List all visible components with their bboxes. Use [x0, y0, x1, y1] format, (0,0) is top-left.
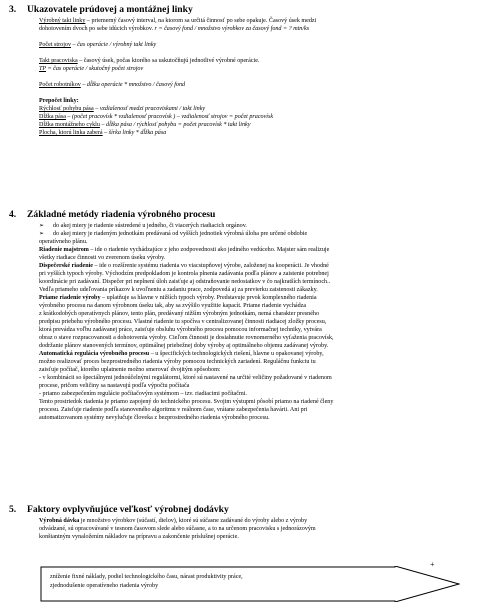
section-3-heading [9, 4, 193, 15]
automaticka-regulacia-line-7: Tento prostriedok riadenia je priamo zapojený do technického procesu. Svojim výstupmi pôsobí priamo na riadené členy [39, 399, 334, 405]
priame-riadenie-line-5: ktorá prevádza voľbu zadávanej práce, zaisťuje obsluhu výrobného procesu pomocou informačnej techniky, vytvára [39, 327, 322, 333]
section-number: 5. [9, 504, 17, 515]
dispecerske-line-3: koordinácie pri zadávaní. Dispečer pri neplnení úloh zaisťuje aj odstraňovanie nedostatkov v čo najkratších termínoch.. [39, 279, 331, 285]
automaticka-regulacia-line-2: možno realizovať proces bezprostredného riadenia výroby pomocou technických zariadení. Reguláčnu funkciu tu [39, 359, 316, 365]
tp-text: = čas operácie / skutočný počet strojov [46, 66, 144, 72]
rychlost-text: – vzdialenosť medzi pracoviskami / takt linky [93, 106, 206, 112]
bullet-item [39, 222, 247, 230]
takt-pracoviska-text: – časový úsek, počas ktorého sa uskutočňujú jednotlivé výrobné operácie. [77, 58, 260, 64]
pocet-strojov-text: – čas operácie / výrobný takt linky [71, 42, 157, 48]
takt-pracoviska-label: Takt pracoviska [39, 58, 78, 64]
bullet-item [39, 230, 307, 238]
section-5-heading [9, 504, 229, 515]
prepocet-heading: Prepočet linky: [39, 98, 79, 104]
takt-line [39, 17, 316, 25]
vyrobna-davka-line [39, 517, 307, 525]
takt-pracoviska-line [39, 57, 259, 65]
automaticka-regulacia-line [39, 350, 324, 358]
dispecerske-line-4: Vedľa priameho udeľovania príkazov k uvoľneniu a zadaniu prace, zodpovedá aj za previerku zaistenosti zákazky. [39, 287, 318, 293]
dlzka-mont-text: – dĺžka pása / rýchlosť pohybu = počet pracovísk * takt linky [99, 122, 251, 128]
arrow-bullet-icon: ➢ [39, 223, 45, 229]
pocet-strojov-label: Počet strojov [39, 42, 71, 48]
tp-label: TP [39, 66, 47, 72]
priame-riadenie-line-7: dodržanie plánov stanovených termínov, optimálnej priebežnej doby výroby aj optimálneho objemu zadávanej výroby. [39, 343, 329, 349]
takt-text: – priemerný časový interval, na ktorom sa určitá činnosť po sebe opakuje. Časový úsek medzi [85, 18, 317, 24]
section-title: Základné metódy riadenia výrobného procesu [27, 209, 216, 220]
pocet-robotnikov-line [39, 81, 185, 89]
plus-sign: + [430, 560, 435, 569]
section-number: 4. [9, 209, 17, 220]
arrow-bullet-icon: ➢ [39, 231, 45, 237]
vyrobna-davka-line-3: konštantným vynaložením nákladov na prípravu a zakončenie príslušnej operácie. [39, 534, 239, 540]
priame-riadenie-text: – uplatňuje sa hlavne v nižších typoch výroby. Predstavuje prvok komplexného riadenia [100, 295, 317, 301]
automaticka-regulacia-label: Automatická regulácia výrobného procesu [39, 351, 150, 357]
riadenie-majstrom-text: – ide o riadenie vychádzajúce z jeho zodpovednosti ako jediného vedúceho. Majster sám realizuje [88, 247, 330, 253]
rychlost-line [39, 105, 205, 113]
dispecerske-label: Dispečerské riadenie [39, 263, 93, 269]
priame-riadenie-line-3: z krátkodobých operatívnych plánov, tento plán, predávaný nižším výrobným jednotkám, nemá charakter presného [39, 311, 319, 317]
section-title: Ukazovatele prúdovej a montážnej linky [27, 4, 193, 15]
dispecerske-line [39, 262, 329, 270]
priame-riadenie-line-2: výrobného procesu na danom výrobnom úseku tak, aby sa zvýšilo využitie kapacít. Priame riadenie vychádza [39, 303, 307, 309]
arrow-shape-text-2: zjednodušenie operatívneho riadenia výroby [50, 583, 159, 589]
pocet-robotnikov-text: – dĺžka operácie * množstvo / časový fond [80, 82, 186, 88]
plocha-label: Plocha, ktorú linka zaberá [39, 130, 103, 136]
pocet-robotnikov-label: Počet robotníkov [39, 82, 81, 88]
section-4-heading [9, 209, 215, 220]
riadenie-majstrom-line-2: všetky riadiace činnosti vo zverenom úseku výroby. [39, 255, 166, 261]
priame-riadenie-line [39, 294, 317, 302]
bullet-text: do akej miery je riadeným jednotkám predávaná od vyšších jednotiek výrobná úloha pre určené obdobie [53, 231, 308, 237]
tp-line [39, 65, 143, 73]
riadenie-majstrom-label: Riadenie majstrom [39, 247, 89, 253]
automaticka-regulacia-line-6: - priamo zabezpečením regulácie počítačovým systémom – tzv. riadiacimi počítačmi. [39, 391, 247, 397]
automaticka-regulacia-line-9: automatizovanom systémy nevylučuje človeka z bezprostredného riadenia výrobného procesu. [39, 415, 270, 421]
rychlost-label: Rýchlosť pohybu pása [39, 106, 94, 112]
section-number: 3. [9, 4, 17, 15]
plocha-text: – šírka linky * dĺžka pása [102, 130, 167, 136]
automaticka-regulacia-text: – u špecifických technologických riešení, hlavne u opakovanej výroby, [149, 351, 324, 357]
section-title: Faktory ovplyvňujúce veľkosť výrobnej dodávky [27, 504, 229, 515]
vyrobna-davka-label: Výrobná dávka [39, 518, 80, 524]
dispecerske-line-2: pri vyšších typoch výroby. Východzím predpokladom je kontrola plnenia zadávania podľa plánov a zaistenie potrebnej [39, 271, 329, 277]
takt-line-2 [39, 25, 309, 33]
riadenie-majstrom-line [39, 246, 329, 254]
automaticka-regulacia-line-3: zaisťuje počítač, ktorého uplatnenie možno smerovať dvojitým spôsobom: [39, 367, 221, 373]
bullet-continuation: operatívneho plánu. [39, 239, 88, 245]
dlzka-mont-line [39, 121, 250, 129]
plocha-line [39, 129, 166, 137]
priame-riadenie-line-6: obraz o stave rozpracovanosti a dohotovenia výroby. Cieľom činnosti je dosiahnutie rovnomerného vyťaženia pracovísk, [39, 335, 334, 341]
dlzka-pasa-text: – (počet pracovísk * vzdialenosť pracovísk ) – vzdialenosť strojov = počet pracovísk [65, 114, 274, 120]
takt-formula: r = časový fond / množstvo výrobkov za časový fond = ? min/ks [154, 26, 310, 32]
automaticka-regulacia-line-4: - v kombinácii so špeciálnymi jednoúčelnými regulátormi, ktoré sú nastavené na určité veličiny požadované v riadenom [39, 375, 332, 381]
priame-riadenie-line-4: predpisu priebehu výrobného procesu. Vlastné riadenie tu spočíva v centralizovanej činnosti riadiacej zložky procesu, [39, 319, 327, 325]
vyrobna-davka-text: je množstvo výrobkov (súčastí, dielov), ktoré sú súčasne zadávané do výroby alebo z výroby [79, 518, 308, 524]
pocet-strojov-line [39, 41, 156, 49]
takt-line2-text: dohotovením dvoch po sebe idúcich výrobkov. [39, 26, 155, 32]
arrow-shape-text-1: zníženie fixné náklady, podiel technologického času, nárast produktivity práce, [50, 574, 243, 580]
dlzka-mont-label: Dĺžka montážneho cyklu [39, 122, 100, 128]
dispecerske-text: – ide o rozšírenie systému riadenia vo viacstupňovej výrobe, založenej na kooperácii. Je vhodné [93, 263, 329, 269]
vyrobna-davka-line-2: odvádzané, sú opracovávané v tesnom časovom slede alebo súčasne, a to na určenom pracovisku s jednorázovým [39, 526, 316, 532]
priame-riadenie-label: Priame riadenie výroby [39, 295, 101, 301]
bullet-text: do akej miery je riadenie sústredené u jedného, či viacerých riadiacich orgánov. [53, 223, 247, 229]
dlzka-pasa-line [39, 113, 273, 121]
dlzka-pasa-label: Dĺžka pása [39, 114, 66, 120]
automaticka-regulacia-line-5: procese, pričom veličiny sa nastavujú podľa výpočtu počítača [39, 383, 190, 389]
takt-label: Výrobný takt linky [39, 18, 86, 24]
automaticka-regulacia-line-8: procesu. Zaisťuje riadenie podľa stanoveného algoritmu v reálnom čase, vrátane zabezpečenia havárii. Ani pri [39, 407, 308, 413]
